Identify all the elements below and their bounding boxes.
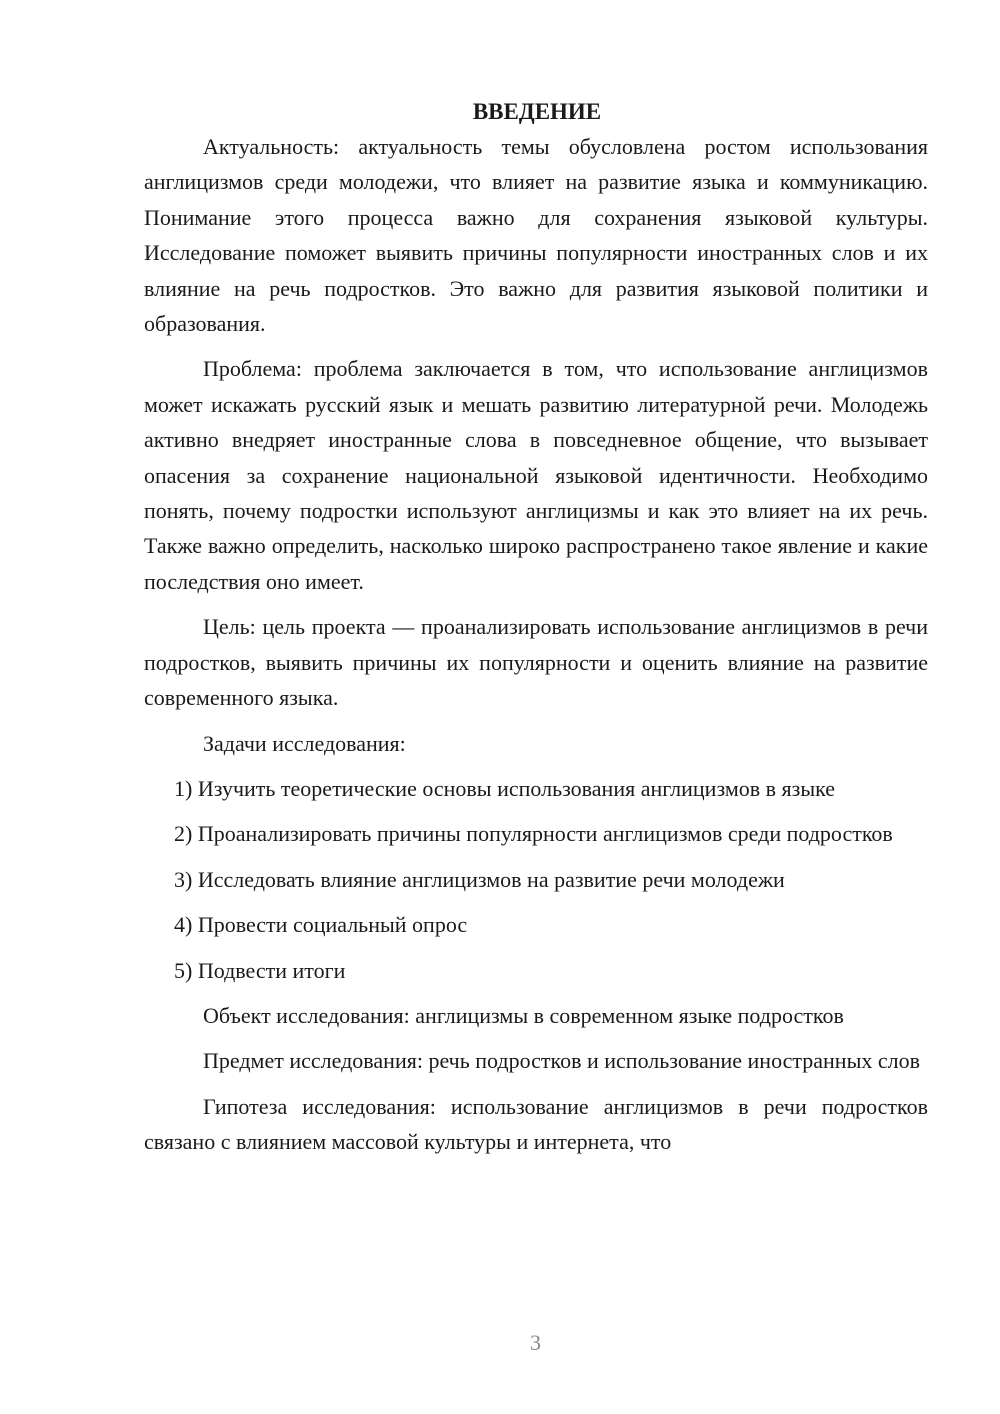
tasks-title: Задачи исследования: <box>203 730 406 756</box>
task-item-1: 1) Изучить теоретические основы использования англицизмов в языке <box>174 775 836 801</box>
relevance-paragraph: Актуальность: актуальность темы обусловлена ростом использования англицизмов среди молодежи, что влияет на развитие языка и коммуникацию. Понимание этого процесса важно для сохранения языковой культуры. Исследование поможет выявить причины популярности иностранных слов и их влияние на речь подростков. Это важно для развития языковой политики и образования. <box>144 134 928 337</box>
problem-paragraph: Проблема: проблема заключается в том, что использование англицизмов может искажать русский язык и мешать развитию литературной речи. Молодежь активно внедряет иностранные слова в повседневное общение, что вызывает опасения за сохранение национальной языковой идентичности. Необходимо понять, почему подростки используют англицизмы и как это влияет на их речь. Также важно определить, насколько широко распространено такое явление и какие последствия оно имеет. <box>144 356 928 594</box>
object-paragraph: Объект исследования: англицизмы в современном языке подростков <box>203 1002 844 1028</box>
document-page <box>144 94 928 1170</box>
goal-paragraph: Цель: цель проекта — проанализировать использование англицизмов в речи подростков, выявить причины их популярности и оценить влияние на развитие современного языка. <box>144 614 928 711</box>
task-item-3: 3) Исследовать влияние англицизмов на развитие речи молодежи <box>174 866 785 892</box>
task-item-4: 4) Провести социальный опрос <box>174 912 468 938</box>
section-heading: ВВЕДЕНИЕ <box>472 99 602 124</box>
hypothesis-paragraph: Гипотеза исследования: использование англицизмов в речи подростков связано с влиянием массовой культуры и интернета, что <box>144 1093 928 1155</box>
subject-paragraph: Предмет исследования: речь подростков и использование иностранных слов <box>203 1048 920 1074</box>
task-item-2: 2) Проанализировать причины популярности англицизмов среди подростков <box>174 821 893 847</box>
page-number: 3 <box>530 1330 541 1355</box>
task-item-5: 5) Подвести итоги <box>174 957 346 983</box>
